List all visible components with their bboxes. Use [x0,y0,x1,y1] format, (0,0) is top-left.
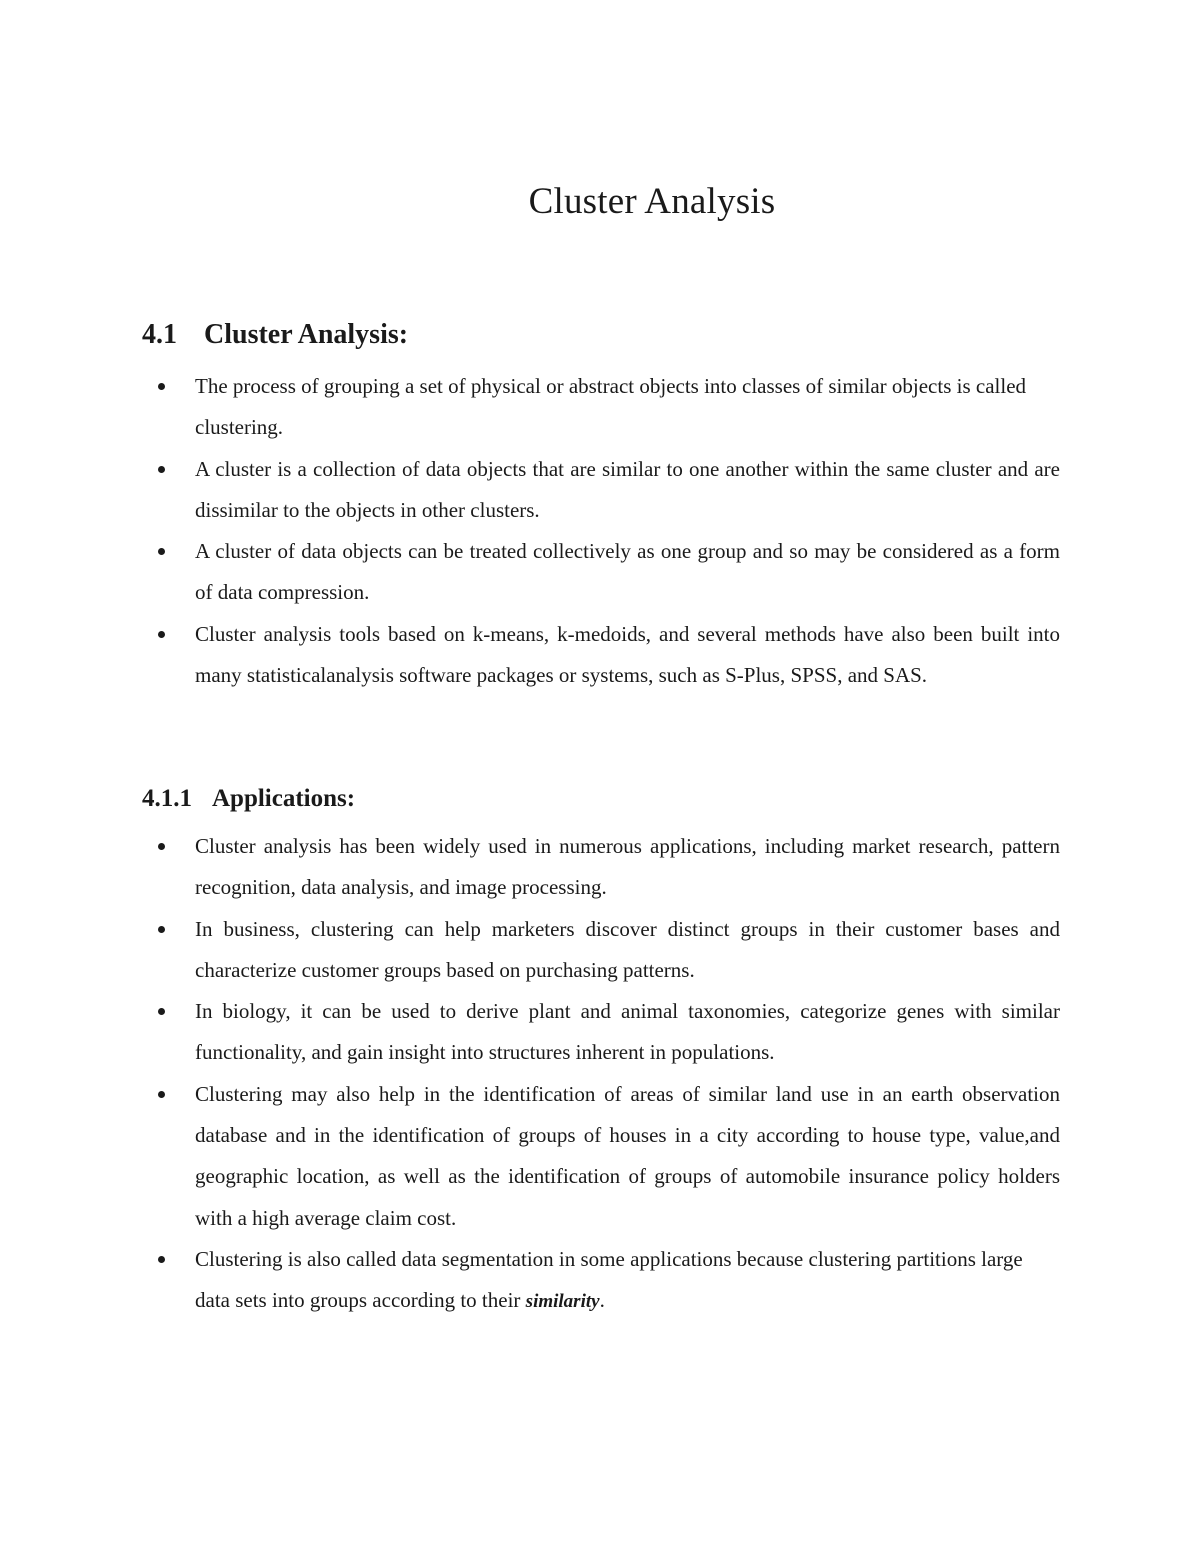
list-item-text: Clustering may also help in the identification of areas of similar land use in an earth observation database and in the identification of groups of houses in a city according to house type, value,and geographic location, as well as the identification of groups of automobile insurance policy holders with a high average claim cost. [195,1081,1060,1230]
section-title: Applications: [212,785,356,812]
document-title: Cluster Analysis [528,181,776,222]
section-heading-applications [142,785,355,813]
section-title: Cluster Analysis: [204,319,409,350]
list-item-text: A cluster of data objects can be treated collectively as one group and so may be considered as a form of data compression. [195,539,1060,605]
cluster-analysis-bullet-list [142,366,1060,696]
list-item [142,991,1060,1074]
list-item [142,909,1060,992]
list-item [142,614,1060,697]
bullet-icon [158,548,165,555]
list-item [142,449,1060,532]
list-item-text: Cluster analysis tools based on k-means, k-medoids, and several methods have also been built into many statisticalanalysis software packages or systems, such as S-Plus, SPSS, and SAS. [195,621,1060,688]
list-item [142,826,1060,909]
bullet-icon [158,1008,165,1015]
list-item-text: Cluster analysis has been widely used in numerous applications, including market research, pattern recognition, data analysis, and image processing. [195,834,1060,900]
bullet-icon [158,926,165,933]
sentence-end: . [599,1288,605,1313]
list-item-text: In biology, it can be used to derive plant and animal taxonomies, categorize genes with similar functionality, and gain insight into structures inherent in populations. [195,999,1060,1065]
section-number: 4.1.1 [142,785,192,812]
list-item-text: The process of grouping a set of physical or abstract objects into classes of similar objects is called clustering. [195,374,1027,440]
bullet-icon [158,1091,165,1098]
list-item-text: In business, clustering can help marketers discover distinct groups in their customer bases and characterize customer groups based on purchasing patterns. [195,916,1060,982]
bullet-icon [158,1256,165,1263]
applications-bullet-list [142,826,1060,1323]
section-heading-cluster-analysis [142,319,408,351]
section-number: 4.1 [142,319,177,350]
emphasized-term: similarity [525,1291,600,1313]
list-item [142,531,1060,614]
bullet-icon [158,466,165,473]
bullet-icon [158,383,165,390]
list-item [142,366,1060,449]
bullet-icon [158,631,165,638]
list-item [142,1239,1060,1323]
list-item-text: A cluster is a collection of data objects that are similar to one another within the same cluster and are dissimilar to the objects in other clusters. [195,456,1060,522]
bullet-icon [158,843,165,850]
list-item [142,1074,1060,1239]
list-item-text: Clustering is also called data segmentation in some applications because clustering partitions large data sets into groups according to their [195,1246,1023,1313]
